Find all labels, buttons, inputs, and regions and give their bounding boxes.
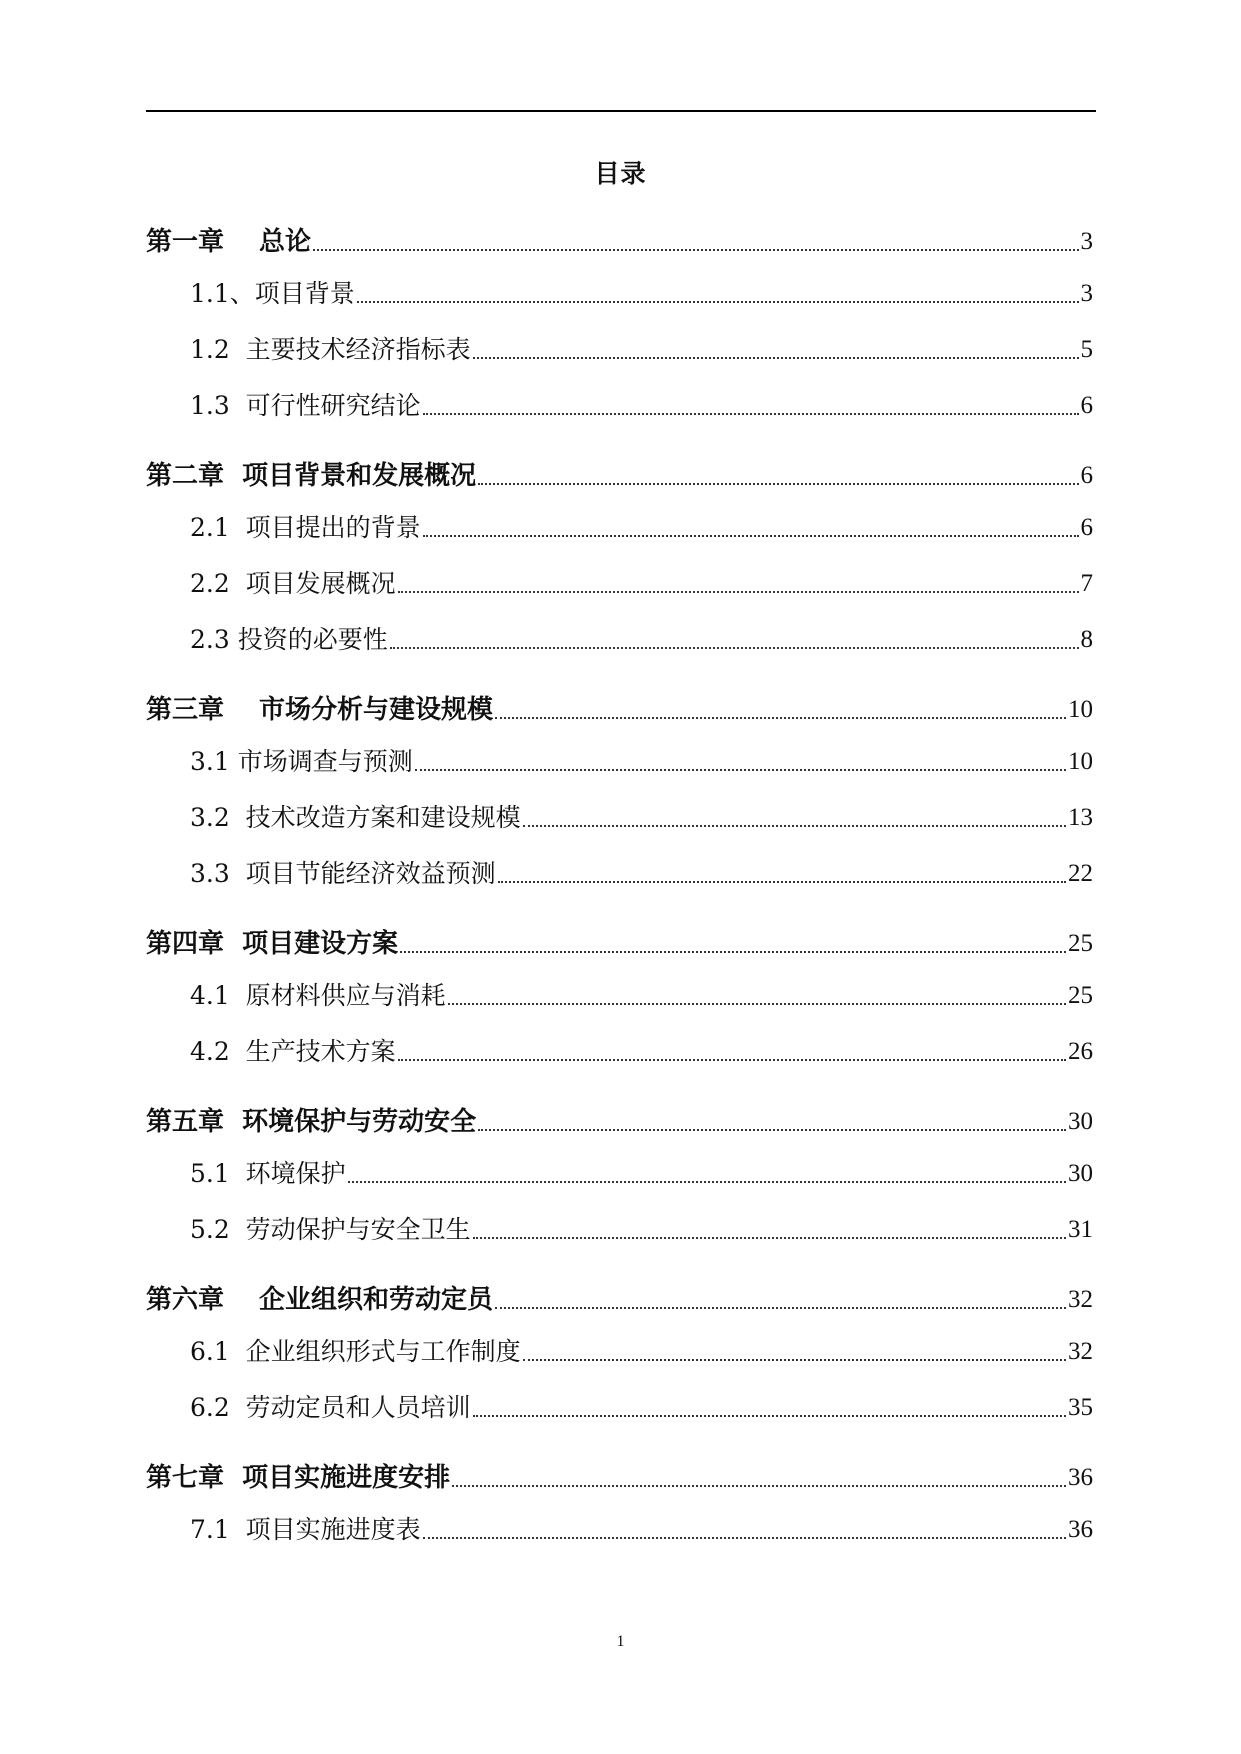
dot-leader: [348, 1181, 1066, 1183]
toc-entry-label: 1.3 可行性研究结论: [190, 391, 421, 420]
dot-leader: [473, 1415, 1066, 1417]
toc-entry-label: 2.1 项目提出的背景: [190, 513, 421, 542]
dot-leader: [313, 249, 1078, 251]
toc-entry-page: 25: [1068, 982, 1093, 1009]
dot-leader: [495, 717, 1066, 719]
dot-leader: [357, 301, 1079, 303]
toc-entry-label: 4.1 原材料供应与消耗: [190, 981, 446, 1010]
toc-entry-label: 5.2 劳动保护与安全卫生: [190, 1215, 471, 1244]
dot-leader: [523, 1359, 1066, 1361]
toc-entry-page: 30: [1068, 1108, 1093, 1135]
toc-entry-section-2-3[interactable]: [190, 618, 1093, 658]
toc-entry-page: 5: [1080, 336, 1093, 363]
dot-leader: [478, 483, 1078, 485]
toc-entry-section-3-2[interactable]: [190, 796, 1093, 836]
dot-leader: [498, 881, 1066, 883]
toc-entry-chapter-6[interactable]: [146, 1278, 1093, 1318]
toc-entry-page: 35: [1068, 1394, 1093, 1421]
toc-entry-chapter-7[interactable]: [146, 1456, 1093, 1496]
toc-entry-label: 6.2 劳动定员和人员培训: [190, 1393, 471, 1422]
toc-entry-section-4-2[interactable]: [190, 1030, 1093, 1070]
toc-entry-label: 1.2 主要技术经济指标表: [190, 335, 471, 364]
toc-entry-chapter-5[interactable]: [146, 1100, 1093, 1140]
toc-entry-page: 30: [1068, 1160, 1093, 1187]
toc-entry-label: 2.2 项目发展概况: [190, 569, 396, 598]
toc-entry-label: 第三章 市场分析与建设规模: [146, 695, 494, 725]
toc-entry-section-3-3[interactable]: [190, 852, 1093, 892]
toc-entry-page: 8: [1080, 626, 1093, 653]
toc-entry-section-5-2[interactable]: [190, 1208, 1093, 1248]
toc-entry-page: 6: [1080, 462, 1093, 489]
toc-entry-chapter-3[interactable]: [146, 688, 1093, 728]
toc-entry-page: 36: [1068, 1464, 1093, 1491]
toc-entry-label: 第四章 项目建设方案: [146, 929, 399, 959]
toc-entry-section-5-1[interactable]: [190, 1152, 1093, 1192]
toc-entry-page: 31: [1068, 1216, 1093, 1243]
toc-entry-section-4-1[interactable]: [190, 974, 1093, 1014]
toc-entry-section-1-2[interactable]: [190, 328, 1093, 368]
toc-title: 目录: [594, 159, 647, 188]
toc-entry-page: 10: [1068, 748, 1093, 775]
toc-entry-page: 22: [1068, 860, 1093, 887]
toc-entry-page: 32: [1068, 1338, 1093, 1365]
toc-entry-page: 3: [1080, 280, 1093, 307]
toc-entry-label: 2.3 投资的必要性: [190, 625, 388, 654]
toc-entry-page: 26: [1068, 1038, 1093, 1065]
toc-entry-chapter-4[interactable]: [146, 922, 1093, 962]
dot-leader: [423, 1537, 1066, 1539]
toc-entry-section-6-2[interactable]: [190, 1386, 1093, 1426]
toc-entry-section-2-2[interactable]: [190, 562, 1093, 602]
toc-entry-label: 3.2 技术改造方案和建设规模: [190, 803, 521, 832]
toc-entry-label: 3.3 项目节能经济效益预测: [190, 859, 496, 888]
toc-entry-page: 6: [1080, 392, 1093, 419]
toc-entry-page: 32: [1068, 1286, 1093, 1313]
dot-leader: [495, 1307, 1066, 1309]
dot-leader: [423, 413, 1079, 415]
toc-entry-page: 13: [1068, 804, 1093, 831]
toc-entry-label: 3.1 市场调查与预测: [190, 747, 413, 776]
toc-entry-section-1-3[interactable]: [190, 384, 1093, 424]
toc-entry-page: 10: [1068, 696, 1093, 723]
toc-entry-section-7-1[interactable]: [190, 1508, 1093, 1548]
toc-entry-page: 25: [1068, 930, 1093, 957]
toc-entry-section-2-1[interactable]: [190, 506, 1093, 546]
toc-entry-page: 36: [1068, 1516, 1093, 1543]
toc-entry-label: 7.1 项目实施进度表: [190, 1515, 421, 1544]
toc-entry-label: 第七章 项目实施进度安排: [146, 1463, 451, 1493]
page-number: 1: [616, 1633, 625, 1650]
dot-leader: [400, 951, 1066, 953]
toc-entry-section-1-1[interactable]: [190, 272, 1093, 312]
dot-leader: [423, 535, 1079, 537]
dot-leader: [398, 1059, 1066, 1061]
dot-leader: [448, 1003, 1066, 1005]
toc-entry-label: 5.1 环境保护: [190, 1159, 346, 1188]
toc-entry-label: 4.2 生产技术方案: [190, 1037, 396, 1066]
toc-entry-page: 7: [1080, 570, 1093, 597]
toc-entry-label: 第一章 总论: [146, 227, 312, 257]
dot-leader: [390, 647, 1079, 649]
toc-entry-chapter-2[interactable]: [146, 454, 1093, 494]
toc-entry-section-6-1[interactable]: [190, 1330, 1093, 1370]
toc-entry-section-3-1[interactable]: [190, 740, 1093, 780]
toc-entry-chapter-1[interactable]: [146, 220, 1093, 260]
toc-entry-page: 6: [1080, 514, 1093, 541]
toc-entry-label: 第六章 企业组织和劳动定员: [146, 1285, 494, 1315]
toc-entry-label: 第五章 环境保护与劳动安全: [146, 1107, 477, 1137]
dot-leader: [398, 591, 1079, 593]
dot-leader: [473, 1237, 1066, 1239]
dot-leader: [473, 357, 1079, 359]
dot-leader: [478, 1129, 1066, 1131]
dot-leader: [523, 825, 1066, 827]
toc-entry-label: 1.1、项目背景: [190, 279, 355, 308]
toc-entry-label: 第二章 项目背景和发展概况: [146, 461, 477, 491]
dot-leader: [415, 769, 1066, 771]
toc-entry-label: 6.1 企业组织形式与工作制度: [190, 1337, 521, 1366]
dot-leader: [452, 1485, 1066, 1487]
toc-entry-page: 3: [1080, 228, 1093, 255]
